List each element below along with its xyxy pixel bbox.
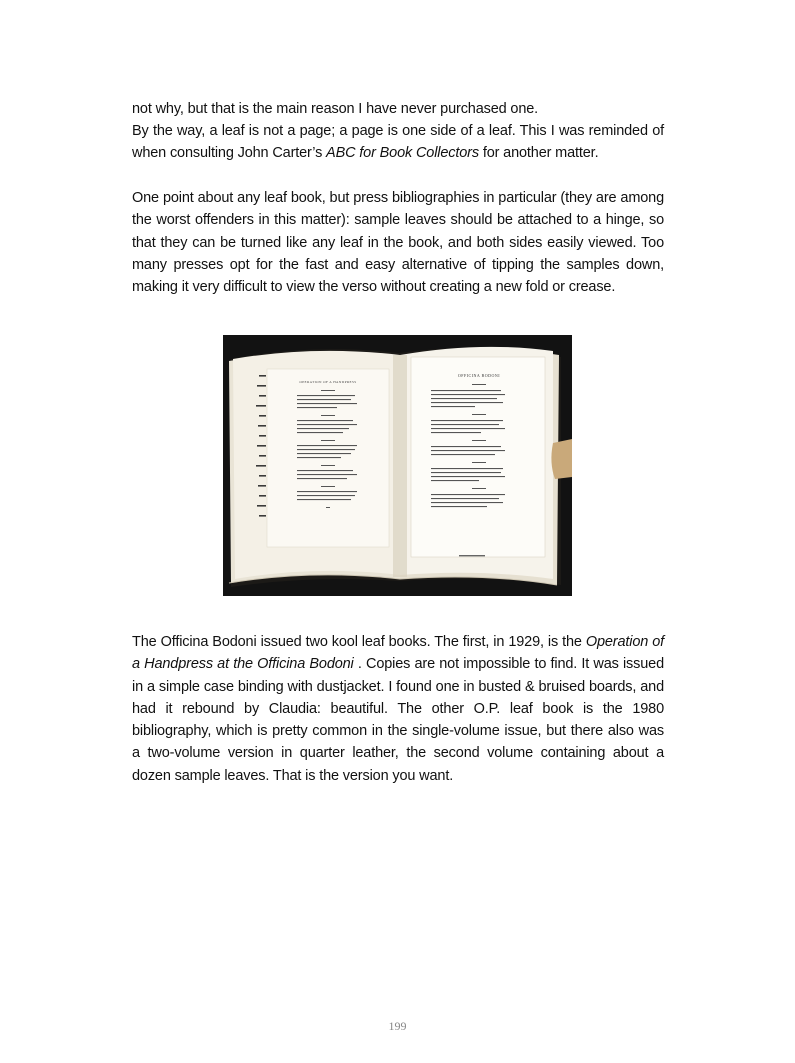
paragraph-text: for another matter. <box>478 145 599 162</box>
right-leaf-header: OFFICINA BODONI <box>457 373 501 378</box>
paragraph-text: By the way, a leaf is not a page; a page is one side of a leaf. This I was reminded of when consulting John Carter’s <box>132 123 664 162</box>
paragraph-text: The Officina Bodoni issued two kool leaf books. The first, in 1929, is the <box>132 634 586 650</box>
paragraph-officina-bodoni <box>132 631 664 787</box>
paragraph-sample-leaves <box>132 187 664 298</box>
paragraph-text: not why, but that is the main reason I have never purchased one. <box>132 101 539 117</box>
paragraph-text: . Copies are not impossible to find. It was issued in a simple case binding with dustjacket. I found one in busted & bruised boards, and had it rebound by Claudia: beautiful. The other O.P. leaf book is the 1980 bibliography, which is pretty common in the single-volume issue, but there also was a two-volume version in quarter leather, the second volume containing about a dozen sample leaves. That is the version you want. <box>132 656 664 784</box>
book-title: ABC for Book Collectors <box>326 145 479 162</box>
paragraph-continuation <box>132 98 664 120</box>
book-title: Operation of a Handpress at the Officina Bodoni <box>132 634 664 673</box>
open-book-photo <box>223 335 572 596</box>
paragraph-leaf-definition <box>132 120 664 165</box>
page-number: 199 <box>388 1019 407 1033</box>
paragraph-text: One point about any leaf book, but press bibliographies in particular (they are among the worst offenders in this matter): sample leaves should be attached to a hinge, so that they can be turned like any leaf in the book, and both sides easily viewed. Too many presses opt for the fast and easy alternative of tipping the samples down, making it very difficult to view the verso without creating a new fold or crease. <box>132 190 664 296</box>
left-leaf-header: OPERATION OF A HANDPRESS <box>299 380 357 384</box>
